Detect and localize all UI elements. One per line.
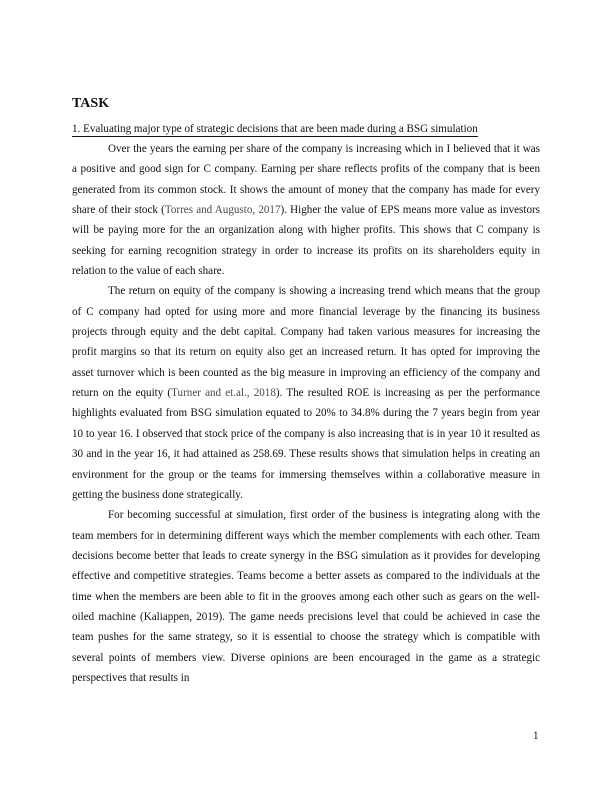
paragraph-text: ). The resulted ROE is increasing as per the performance highlights evaluated from BSG simulation equated to 20% to 34.8% during the 7 years begin from year 10 to year 16. I observed that stock price of the company is also increasing that is in year 10 it resulted as 30 and in the year 16, it had attained as 258.69. These results shows that simulation helps in creating an environment for the group or the teams for immersing themselves within a collaborative measure in getting the business done strategically. — [72, 387, 541, 501]
paragraph-text: Over the years the earning per share of the company is increasing which in I believed that it was a positive and good sign for C company. Earning per share reflects profits of the company that is been generated from its common stock. It shows the amount of money that the company has made for every share of their stock ( — [72, 143, 540, 217]
paragraph-eps — [72, 139, 540, 281]
citation: Torres and Augusto, 2017 — [164, 204, 281, 217]
paragraph-teamwork — [72, 505, 540, 688]
paragraph-roe — [72, 281, 540, 505]
paragraph-text: ). Higher the value of EPS means more value as investors will be paying more for the an organization along with higher profits. This shows that C company is seeking for earning recognition strategy in order to increase its profits on its shareholders equity in relation to the value of each share. — [72, 204, 540, 278]
citation: Turner and et.al., 2018 — [171, 387, 276, 400]
paragraph-text: The return on equity of the company is showing a increasing trend which means that the group of C company had opted for using more and more financial leverage by the financing its business projects through equity and the debt capital. Company had taken various measures for increasing the profit margins so that its return on equity also get an increased return. It has opted for improving the asset turnover which is been counted as the big measure in improving an efficiency of the company and return on the equity ( — [72, 285, 540, 400]
document-page — [72, 95, 540, 688]
task-title: TASK — [72, 96, 110, 111]
paragraph-text: For becoming successful at simulation, first order of the business is integrating along with the team members for in determining different ways which the member complements with each other. Team decisions become better that leads to create synergy in the BSG simulation as it provides for developing effective and competitive strategies. Teams become a better assets as compared to the individuals at the time when the members are been able to fit in the grooves among each other such as gears on the well-oiled machine (Kaliappen, 2019). The game needs precisions level that could be achieved in case the team pushes for the same strategy, so it is essential to choose the strategy which is compatible with several points of members view. Diverse opinions are been encouraged in the game as a strategic perspectives that results in — [72, 509, 540, 684]
page-number: 1 — [533, 730, 539, 742]
section-heading: 1. Evaluating major type of strategic decisions that are been made during a BSG simulation — [72, 123, 478, 135]
